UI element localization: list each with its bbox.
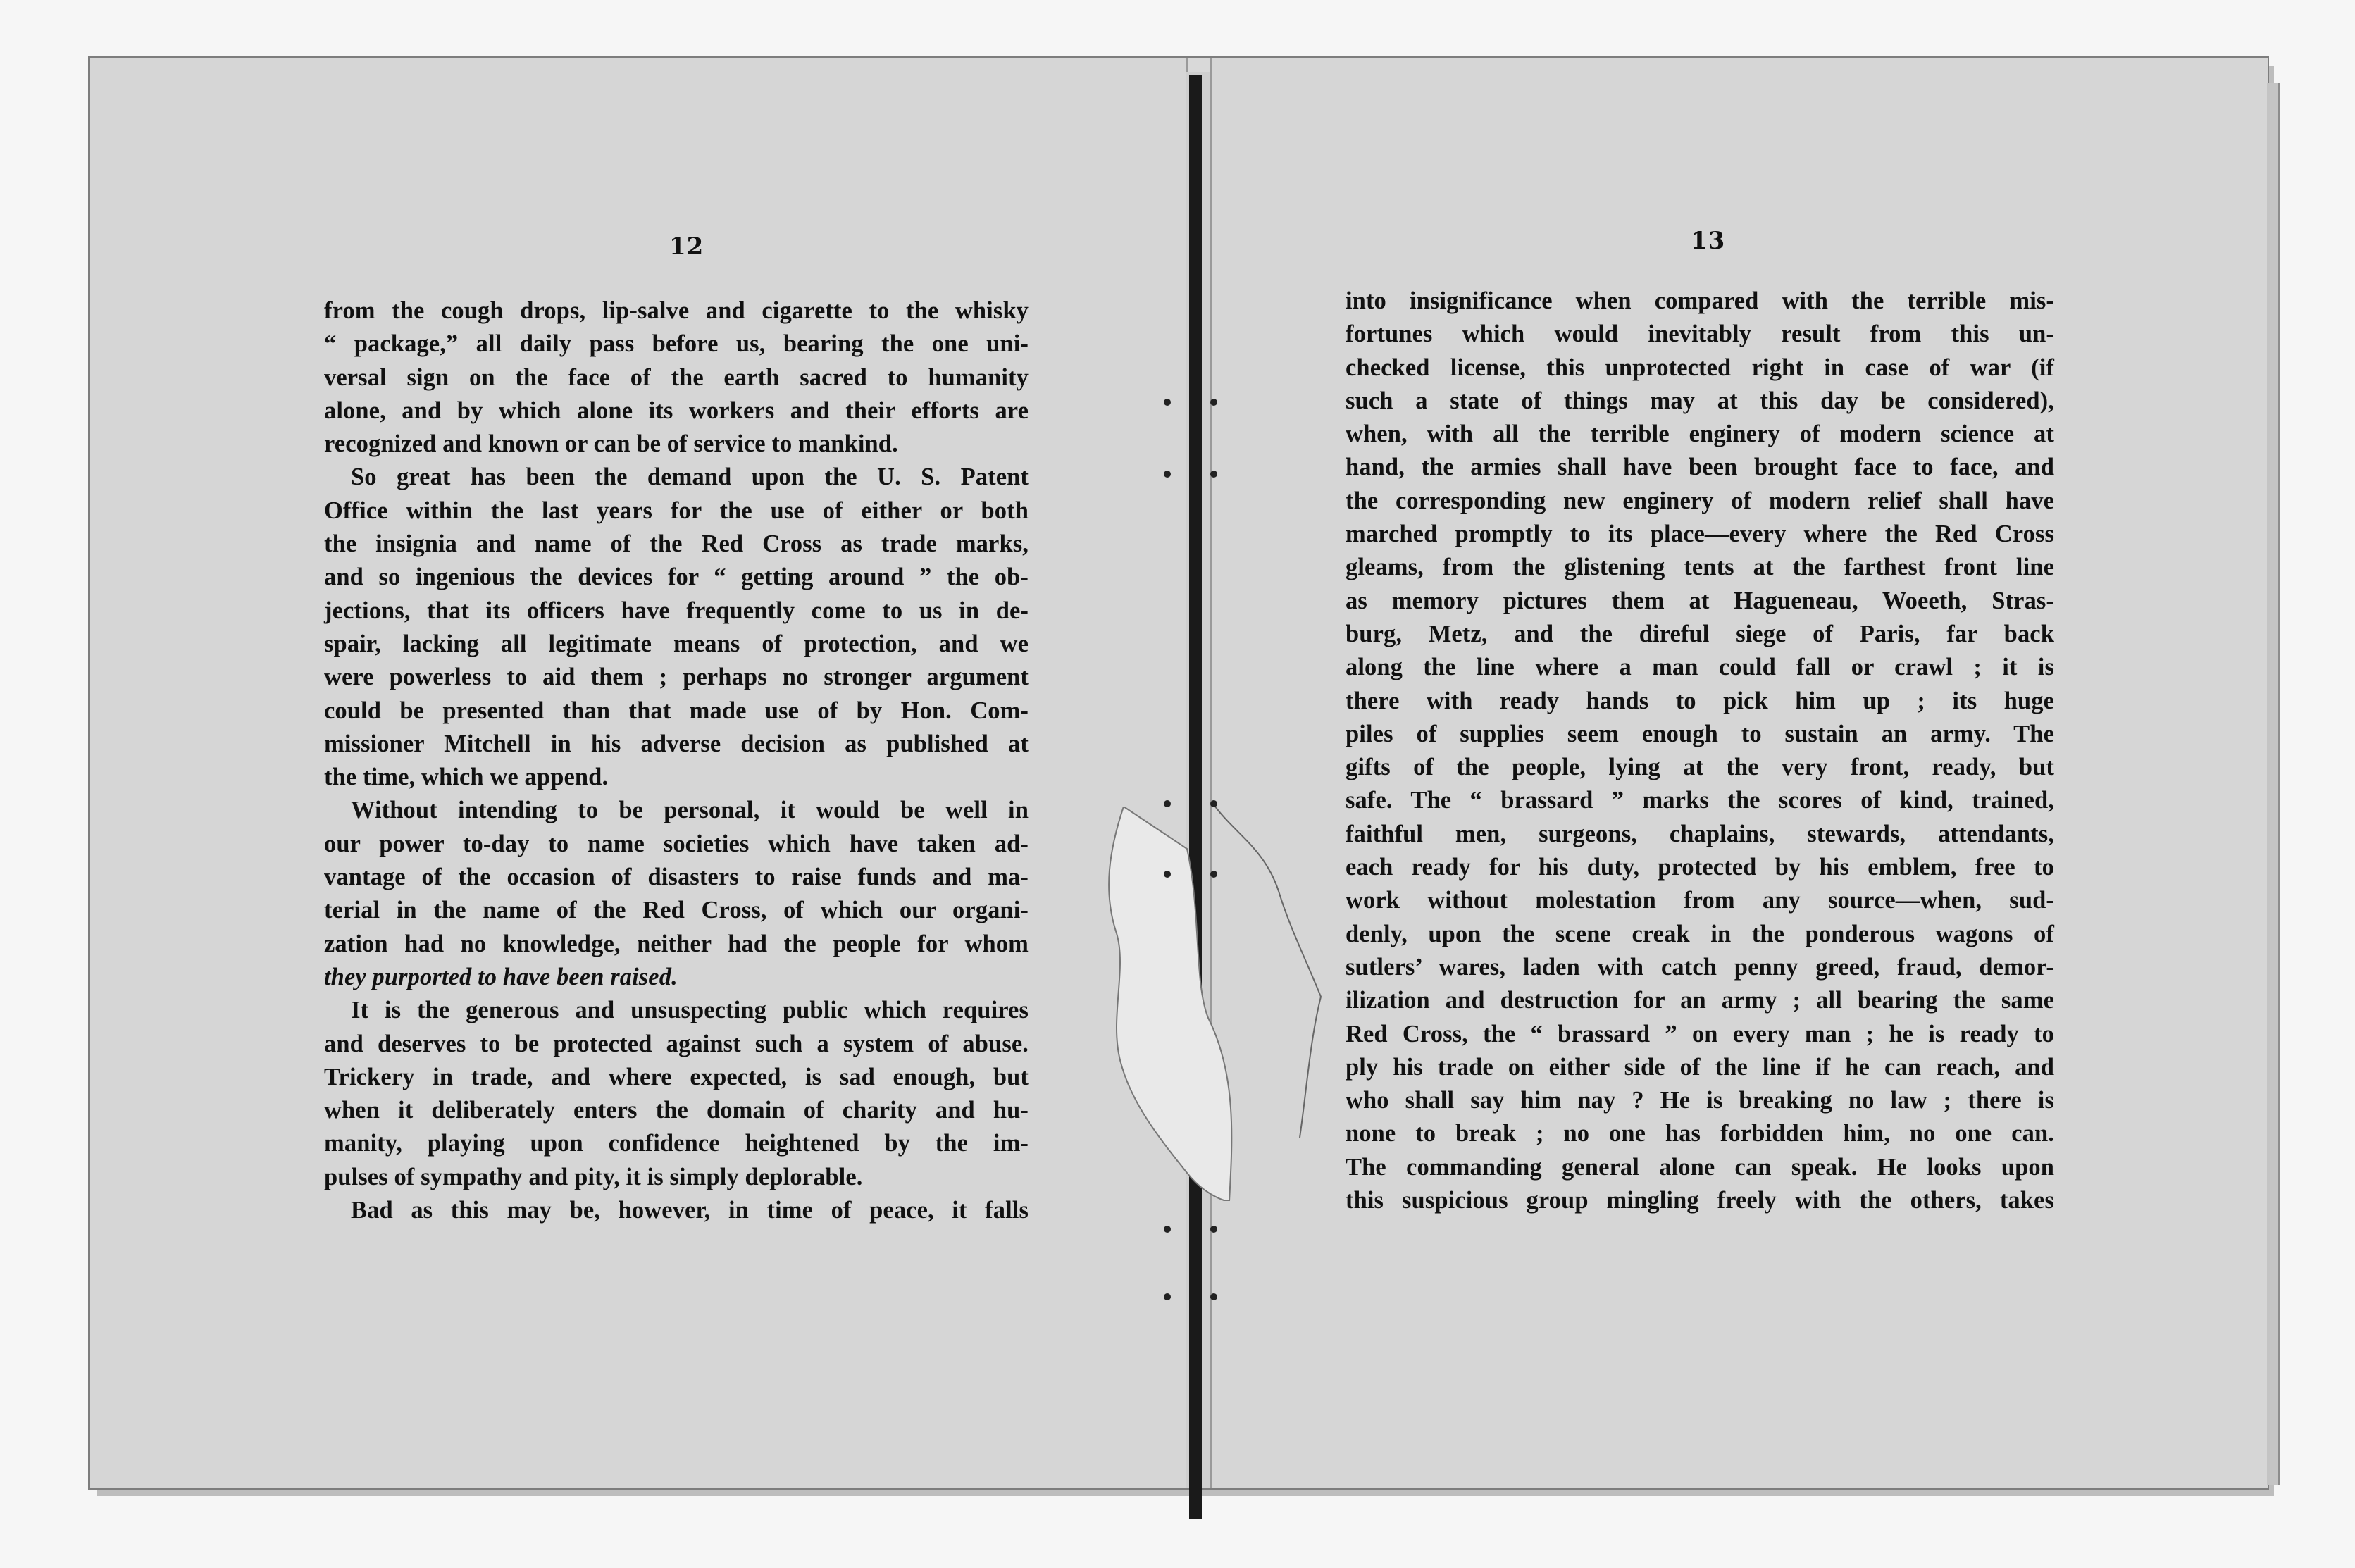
text-line: and deserves to be protected against such a system of abuse. xyxy=(324,1030,1029,1057)
left-page-text xyxy=(324,294,1029,1227)
text-line: into insignificance when compared with the terrible mis- xyxy=(1346,287,2054,314)
text-line: when it deliberately enters the domain of charity and hu- xyxy=(324,1097,1029,1124)
binding-hole xyxy=(1164,399,1171,406)
text-line: the time, which we append. xyxy=(324,764,609,791)
text-line: gifts of the people, lying at the very front, ready, but xyxy=(1346,754,2054,781)
text-line: could be presented than that made use of by Hon. Com- xyxy=(324,697,1029,724)
text-line: terial in the name of the Red Cross, of which our organi- xyxy=(324,897,1029,924)
text-line: work without molestation from any source—when, sud- xyxy=(1346,887,2054,914)
text-line: jections, that its officers have frequently come to us in de- xyxy=(324,597,1029,624)
binding-hole xyxy=(1210,800,1217,807)
binding-hole xyxy=(1164,1293,1171,1300)
text-line: burg, Metz, and the direful siege of Paris, far back xyxy=(1346,620,2054,647)
text-line: along the line where a man could fall or crawl ; it is xyxy=(1346,654,2054,681)
binding-hole xyxy=(1164,800,1171,807)
text-line: manity, playing upon confidence heightened by the im- xyxy=(324,1130,1029,1157)
text-line: from the cough drops, lip-salve and cigarette to the whisky xyxy=(324,297,1029,324)
text-line: “ package,” all daily pass before us, bearing the one uni- xyxy=(324,330,1029,358)
text-line: the corresponding new enginery of modern relief shall have xyxy=(1346,487,2054,514)
text-line: Trickery in trade, and where expected, is sad enough, but xyxy=(324,1063,1029,1090)
text-line: were powerless to aid them ; perhaps no stronger argument xyxy=(324,664,1029,691)
binding-hole xyxy=(1164,1226,1171,1233)
page-edge xyxy=(2267,83,2280,1485)
text-line: zation had no knowledge, neither had the people for whom xyxy=(324,930,1029,957)
text-line: The commanding general alone can speak. He looks upon xyxy=(1346,1153,2054,1181)
text-line: none to break ; no one has forbidden him, no one can. xyxy=(1346,1120,2054,1147)
torn-paper-mark xyxy=(1095,807,1328,1201)
text-line: and so ingenious the devices for “ getting around ” the ob- xyxy=(324,564,1029,591)
text-line: this suspicious group mingling freely with the others, takes xyxy=(1346,1187,2054,1214)
text-line: they purported to have been raised. xyxy=(324,963,678,990)
text-line: Red Cross, the “ brassard ” on every man ; he is ready to xyxy=(1346,1020,2054,1047)
binding-hole xyxy=(1164,871,1171,878)
left-page-number: 12 xyxy=(669,232,704,261)
text-line: missioner Mitchell in his adverse decision as published at xyxy=(324,730,1029,757)
text-line: checked license, this unprotected right in case of war (if xyxy=(1346,354,2054,381)
text-line: Bad as this may be, however, in time of peace, it falls xyxy=(351,1197,1029,1224)
text-line: recognized and known or can be of service to mankind. xyxy=(324,430,898,458)
right-page-text xyxy=(1346,285,2054,1217)
text-line: It is the generous and unsuspecting public which requires xyxy=(351,997,1029,1024)
text-line: our power to-day to name societies which have taken ad- xyxy=(324,830,1029,857)
binding-hole xyxy=(1210,399,1217,406)
text-line: versal sign on the face of the earth sacred to humanity xyxy=(324,363,1029,391)
text-line: who shall say him nay ? He is breaking no law ; there is xyxy=(1346,1087,2054,1114)
text-line: there with ready hands to pick him up ; its huge xyxy=(1346,687,2054,714)
right-page-number: 13 xyxy=(1691,227,1726,255)
binding-hole xyxy=(1210,1293,1217,1300)
binding-hole xyxy=(1210,871,1217,878)
text-line: as memory pictures them at Hagueneau, Woeeth, Stras- xyxy=(1346,587,2054,614)
text-line: such a state of things may at this day be considered), xyxy=(1346,387,2054,414)
text-line: sutlers’ wares, laden with catch penny greed, fraud, demor- xyxy=(1346,953,2054,981)
text-line: faithful men, surgeons, chaplains, stewards, attendants, xyxy=(1346,820,2054,847)
text-line: alone, and by which alone its workers and their efforts are xyxy=(324,397,1029,424)
binding-hole xyxy=(1210,1226,1217,1233)
text-line: vantage of the occasion of disasters to raise funds and ma- xyxy=(324,864,1029,891)
text-line: pulses of sympathy and pity, it is simply deplorable. xyxy=(324,1163,863,1190)
book-spine xyxy=(1189,75,1202,1519)
text-line: Without intending to be personal, it would be well in xyxy=(351,797,1029,824)
text-line: ilization and destruction for an army ; all bearing the same xyxy=(1346,987,2054,1014)
text-line: So great has been the demand upon the U. S. Patent xyxy=(351,463,1029,491)
text-line: safe. The “ brassard ” marks the scores of kind, trained, xyxy=(1346,787,2054,814)
text-line: hand, the armies shall have been brought face to face, and xyxy=(1346,454,2054,481)
binding-hole xyxy=(1164,471,1171,478)
text-line: Office within the last years for the use of either or both xyxy=(324,497,1029,524)
text-line: piles of supplies seem enough to sustain an army. The xyxy=(1346,720,2054,747)
text-line: the insignia and name of the Red Cross as trade marks, xyxy=(324,530,1029,558)
text-line: gleams, from the glistening tents at the farthest front line xyxy=(1346,554,2054,581)
text-line: marched promptly to its place—every where the Red Cross xyxy=(1346,521,2054,548)
text-line: when, with all the terrible enginery of modern science at xyxy=(1346,421,2054,448)
text-line: ply his trade on either side of the line if he can reach, and xyxy=(1346,1053,2054,1081)
text-line: fortunes which would inevitably result from this un- xyxy=(1346,321,2054,348)
text-line: each ready for his duty, protected by his emblem, free to xyxy=(1346,854,2054,881)
text-line: spair, lacking all legitimate means of protection, and we xyxy=(324,630,1029,657)
binding-hole xyxy=(1210,471,1217,478)
text-line: denly, upon the scene creak in the ponderous wagons of xyxy=(1346,920,2054,947)
